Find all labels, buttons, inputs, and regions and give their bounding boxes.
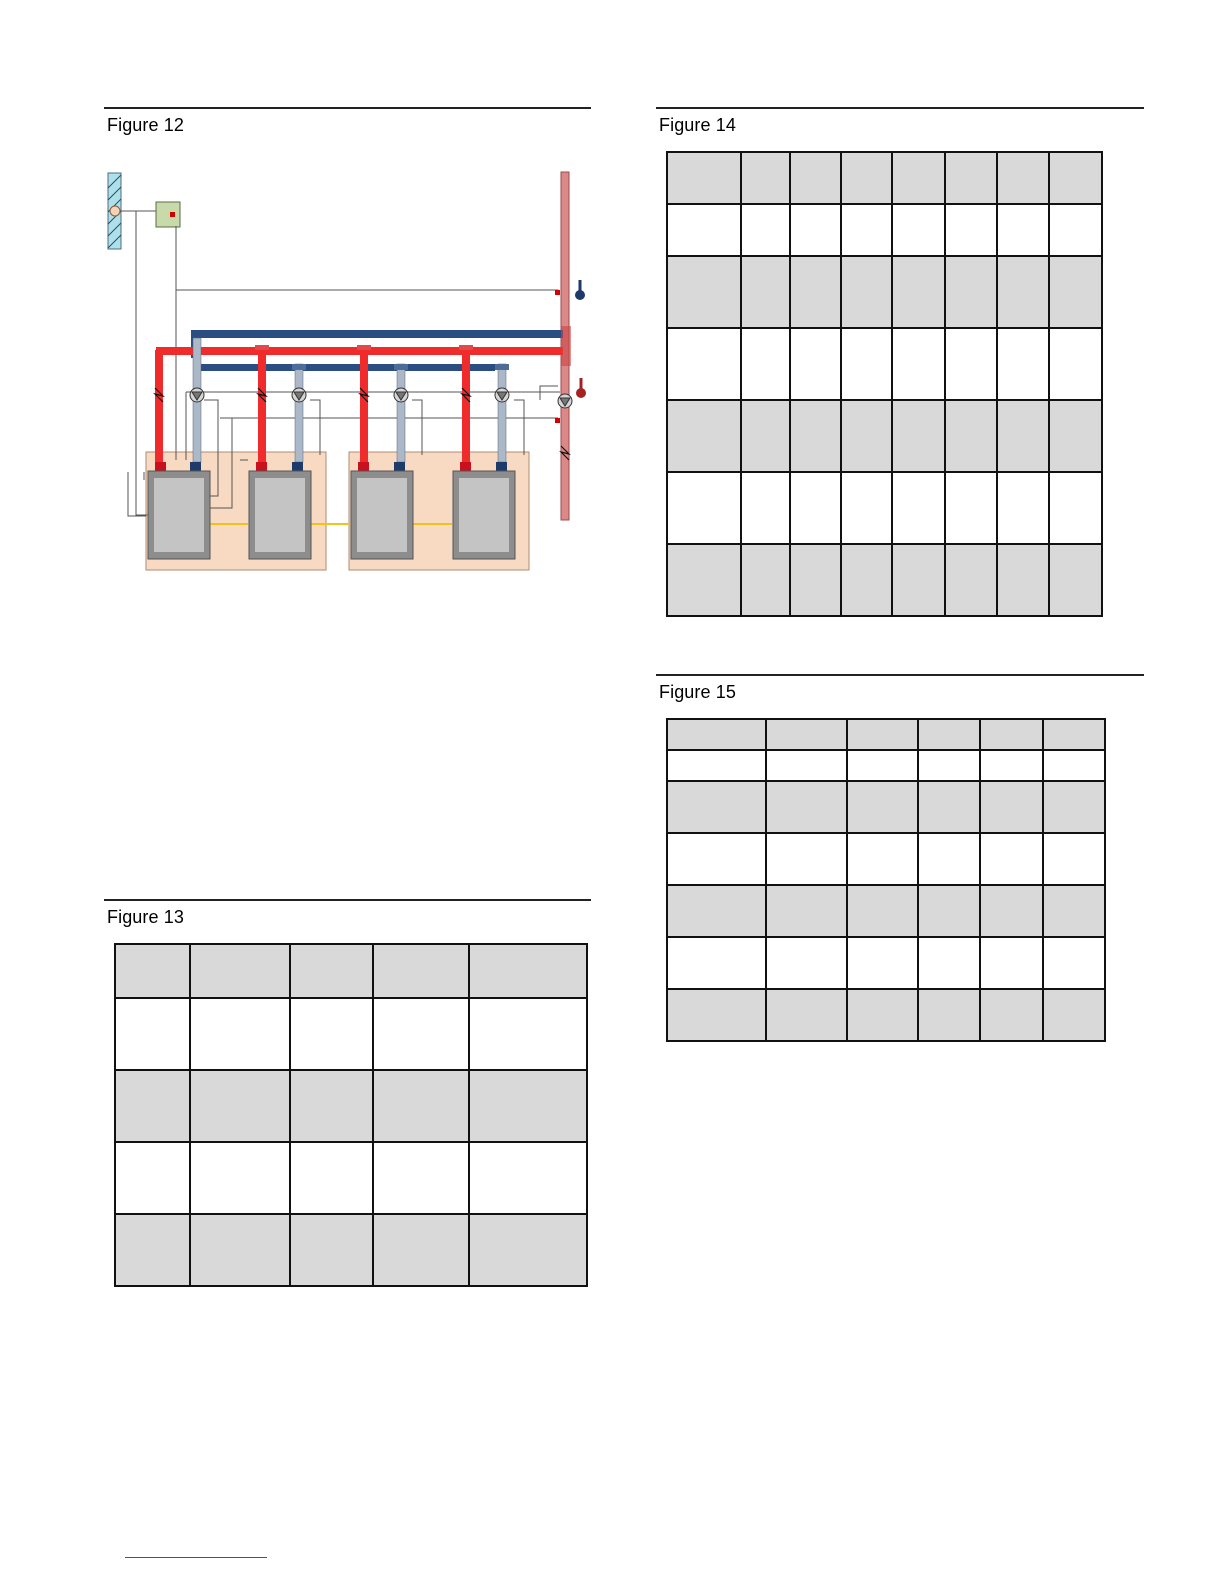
table-row (667, 833, 1105, 885)
table-row (667, 328, 1102, 400)
figure-13-rule (104, 899, 591, 901)
pump-icon (394, 388, 408, 402)
pump-icon (292, 388, 306, 402)
table-row (115, 1142, 587, 1214)
cold-return-main (193, 330, 563, 338)
table-row (667, 885, 1105, 937)
water-heater-1 (148, 338, 210, 559)
figure-15-rule (656, 674, 1144, 676)
pump-icon (190, 388, 204, 402)
outdoor-sensor-icon (110, 206, 120, 216)
table-row (667, 472, 1102, 544)
figure-13-title: Figure 13 (107, 907, 184, 927)
table-row (115, 944, 587, 998)
controller-icon (156, 202, 180, 227)
table-row (667, 719, 1105, 750)
footer-link-underline[interactable] (125, 1557, 267, 1558)
table-row (667, 400, 1102, 472)
table-row (667, 781, 1105, 833)
table-row (667, 937, 1105, 989)
table-row (667, 989, 1105, 1041)
figure-15-title: Figure 15 (659, 682, 736, 702)
figure-14-table (666, 151, 1103, 617)
table-row (667, 256, 1102, 328)
table-row (667, 152, 1102, 204)
figure-14-rule (656, 107, 1144, 109)
pump-icon (558, 394, 572, 408)
table-row (115, 998, 587, 1070)
figure-13-table (114, 943, 588, 1287)
table-row (115, 1070, 587, 1142)
figure-12-rule (104, 107, 591, 109)
table-row (115, 1214, 587, 1286)
cold-header (195, 364, 495, 371)
figure-15-table (666, 718, 1106, 1042)
figure-12-title: Figure 12 (107, 115, 184, 135)
table-row (667, 544, 1102, 616)
thermometer-icon (575, 280, 585, 300)
figure-12-piping-diagram (100, 160, 595, 580)
figure-14-title: Figure 14 (659, 115, 736, 135)
table-row (667, 204, 1102, 256)
pump-icon (495, 388, 509, 402)
table-row (667, 750, 1105, 781)
thermometer-icon (576, 378, 586, 398)
